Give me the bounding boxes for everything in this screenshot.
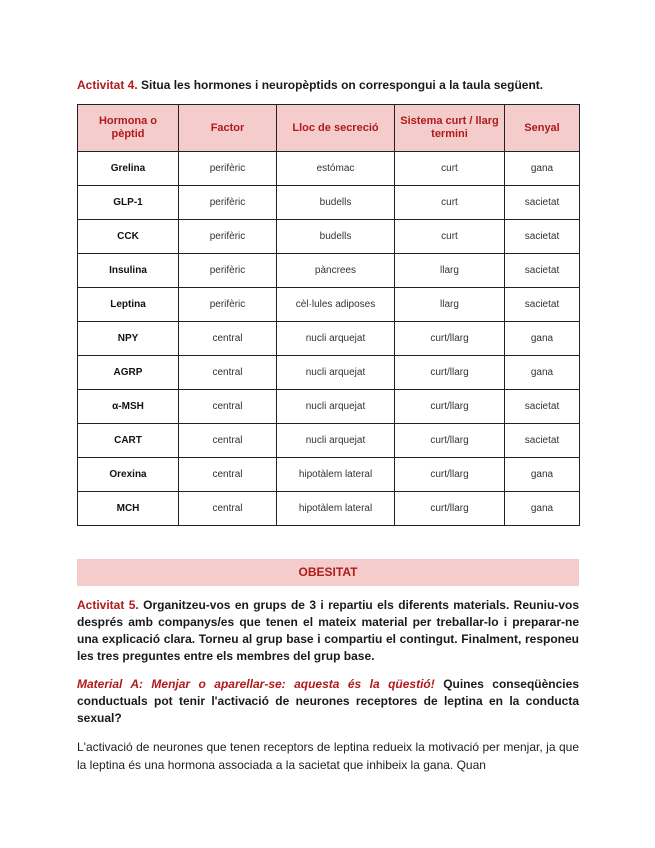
table-row xyxy=(78,322,580,356)
cell-hormone: Grelina xyxy=(78,152,179,186)
cell-lloc: budells xyxy=(277,220,395,254)
cell-factor: perifèric xyxy=(179,288,277,322)
header-senyal: Senyal xyxy=(505,105,580,152)
table-row xyxy=(78,458,580,492)
cell-hormone: Insulina xyxy=(78,254,179,288)
cell-hormone: CCK xyxy=(78,220,179,254)
activitat-5-label: Activitat 5. xyxy=(77,598,139,612)
cell-sistema: curt/llarg xyxy=(395,356,505,390)
cell-lloc: hipotàlem lateral xyxy=(277,492,395,526)
cell-senyal: gana xyxy=(505,458,580,492)
cell-senyal: sacietat xyxy=(505,220,580,254)
hormones-table xyxy=(77,104,580,526)
table-row xyxy=(78,288,580,322)
material-a-paragraph xyxy=(77,676,579,727)
cell-hormone: Leptina xyxy=(78,288,179,322)
cell-hormone: α-MSH xyxy=(78,390,179,424)
cell-hormone: NPY xyxy=(78,322,179,356)
cell-sistema: llarg xyxy=(395,254,505,288)
table-row xyxy=(78,152,580,186)
table-row xyxy=(78,424,580,458)
cell-sistema: curt xyxy=(395,220,505,254)
table-row xyxy=(78,390,580,424)
cell-sistema: llarg xyxy=(395,288,505,322)
cell-lloc: nucli arquejat xyxy=(277,356,395,390)
material-a-question: Quines conseqüències conductuals pot tenir l'activació de neurones receptores de leptina en la conducta sexual? xyxy=(77,677,579,725)
table-row xyxy=(78,220,580,254)
cell-hormone: CART xyxy=(78,424,179,458)
header-lloc: Lloc de secreció xyxy=(277,105,395,152)
header-hormona: Hormona o pèptid xyxy=(78,105,179,152)
cell-hormone: Orexina xyxy=(78,458,179,492)
cell-lloc: pàncrees xyxy=(277,254,395,288)
material-a-label: Material A: Menjar o aparellar-se: aquesta és la qüestió! xyxy=(77,677,435,691)
cell-factor: central xyxy=(179,492,277,526)
activitat-4-heading xyxy=(77,77,587,93)
cell-factor: central xyxy=(179,424,277,458)
table-row xyxy=(78,254,580,288)
cell-hormone: AGRP xyxy=(78,356,179,390)
cell-lloc: nucli arquejat xyxy=(277,390,395,424)
table-row xyxy=(78,356,580,390)
cell-sistema: curt xyxy=(395,186,505,220)
activitat-5-text: Organitzeu-vos en grups de 3 i repartiu els diferents materials. Reuniu-vos després amb companys/es que tenen el mateix material per treballar-lo i preparar-ne una explicació clara. Torneu al grup base i compartiu el contingut. Finalment, responeu les tres preguntes entre els membres del grup base. xyxy=(77,598,579,663)
header-sistema: Sistema curt / llarg termini xyxy=(395,105,505,152)
cell-factor: central xyxy=(179,458,277,492)
cell-senyal: gana xyxy=(505,356,580,390)
cell-sistema: curt xyxy=(395,152,505,186)
cell-factor: perifèric xyxy=(179,254,277,288)
cell-hormone: MCH xyxy=(78,492,179,526)
cell-lloc: estómac xyxy=(277,152,395,186)
cell-senyal: sacietat xyxy=(505,254,580,288)
cell-lloc: cèl·lules adiposes xyxy=(277,288,395,322)
activitat-5-paragraph xyxy=(77,597,579,665)
cell-senyal: sacietat xyxy=(505,424,580,458)
cell-factor: central xyxy=(179,390,277,424)
cell-senyal: gana xyxy=(505,152,580,186)
cell-sistema: curt/llarg xyxy=(395,322,505,356)
cell-lloc: hipotàlem lateral xyxy=(277,458,395,492)
table-row xyxy=(78,186,580,220)
cell-factor: central xyxy=(179,322,277,356)
cell-lloc: budells xyxy=(277,186,395,220)
cell-senyal: gana xyxy=(505,322,580,356)
cell-lloc: nucli arquejat xyxy=(277,424,395,458)
cell-senyal: sacietat xyxy=(505,390,580,424)
cell-hormone: GLP-1 xyxy=(78,186,179,220)
cell-factor: central xyxy=(179,356,277,390)
cell-factor: perifèric xyxy=(179,220,277,254)
activitat-4-text: Situa les hormones i neuropèptids on correspongui a la taula següent. xyxy=(141,78,544,92)
activitat-4-label: Activitat 4. xyxy=(77,78,138,92)
answer-paragraph: L'activació de neurones que tenen receptors de leptina redueix la motivació per menjar, ja que la leptina és una hormona associada a la sacietat que inhibeix la gana. Quan xyxy=(77,740,579,772)
cell-lloc: nucli arquejat xyxy=(277,322,395,356)
table-header-row xyxy=(78,105,580,152)
cell-factor: perifèric xyxy=(179,152,277,186)
table-row xyxy=(78,492,580,526)
cell-senyal: sacietat xyxy=(505,186,580,220)
obesitat-banner: OBESITAT xyxy=(77,559,579,586)
cell-sistema: curt/llarg xyxy=(395,390,505,424)
cell-sistema: curt/llarg xyxy=(395,424,505,458)
cell-senyal: sacietat xyxy=(505,288,580,322)
cell-sistema: curt/llarg xyxy=(395,492,505,526)
cell-senyal: gana xyxy=(505,492,580,526)
cell-sistema: curt/llarg xyxy=(395,458,505,492)
header-factor: Factor xyxy=(179,105,277,152)
cell-factor: perifèric xyxy=(179,186,277,220)
